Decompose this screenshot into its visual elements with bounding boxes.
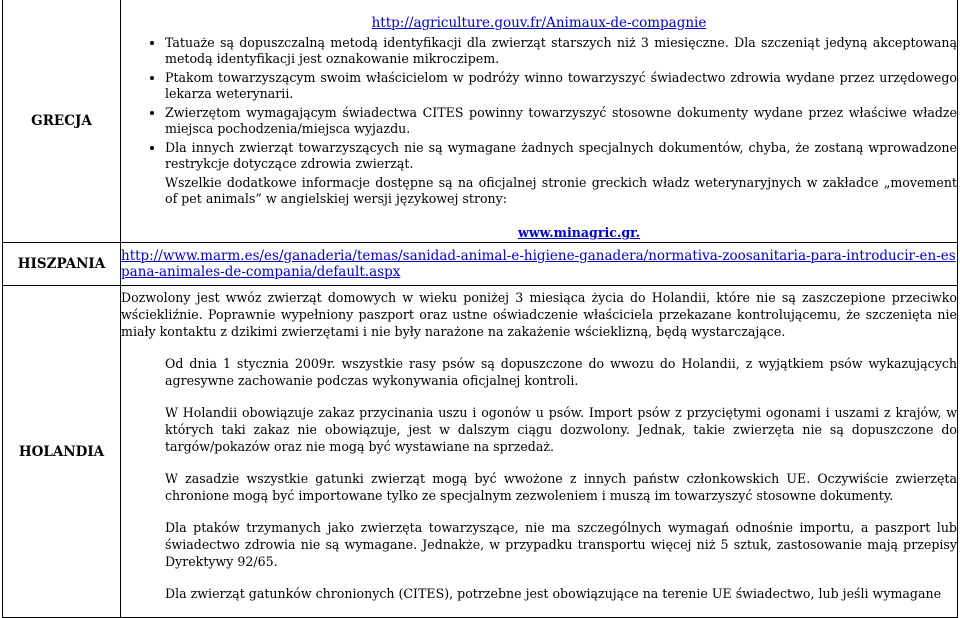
greece-paragraph: Wszelkie dodatkowe informacje dostępne są na oficjalnej stronie greckich władz weterynaryjnych w zakładce „movement of pet animals” w angielskiej wersji językowej strony: (165, 175, 957, 206)
netherlands-paragraph: Dla ptaków trzymanych jako zwierzęta towarzyszące, nie ma szczególnych wymagań odnośnie importu, a paszport lub świadectwo zdrowia nie są wymagane. Jednakże, w przypadku transportu więcej niż 5 sztuk, zastosowanie mają przepisy Dyrektywy 92/65. (165, 520, 957, 569)
link-minagric[interactable]: www.minagric.gr. (517, 225, 640, 240)
list-item: • Dla innych zwierząt towarzyszących nie są wymagane żadnych specjalnych dokumentów, chyba, że zostaną wprowadzone restrykcje dotyczące zdrowia zwierząt. (165, 140, 957, 172)
table-row-greece (3, 0, 958, 243)
netherlands-paragraph: W Holandii obowiązuje zakaz przycinania uszu i ogonów u psów. Import psów z przyciętymi ogonami i uszami z krajów, w których taki zakaz nie obowiązuje, jest w dalszym ciągu dozwolony. Jednak, takie zwierzęta nie są dopuszczone do targów/pokazów oraz nie mogą być wystawiane na sprzedaż. (165, 405, 957, 454)
greece-bullet-list (121, 35, 957, 172)
table-row-spain (3, 243, 958, 286)
content-cell-spain (121, 243, 958, 286)
country-regulations-table (2, 0, 958, 618)
netherlands-paragraph: W zasadzie wszystkie gatunki zwierząt mogą być wwożone z innych państw członkowskich UE. Oczywiście zwierzęta chronione mogą być importowane tylko ze specjalnym zezwoleniem i muszą im towarzyszyć stosowne dokumenty. (165, 471, 957, 503)
list-item: • Ptakom towarzyszącym swoim właścicielom w podróży winno towarzyszyć świadectwo zdrowia wydane przez urzędowego lekarza weterynarii. (165, 70, 957, 102)
country-cell-spain: HISZPANIA (3, 243, 121, 286)
country-cell-greece: GRECJA (3, 0, 121, 243)
content-cell-greece (121, 0, 958, 243)
country-cell-netherlands: HOLANDIA (3, 286, 121, 618)
list-item: • Zwierzętom wymagającym świadectwa CITES powinny towarzyszyć stosowne dokumenty wydane przez właściwe władze miejsca pochodzenia/miejsca wyjazdu. (165, 105, 957, 137)
link-agriculture-gouv[interactable]: http://agriculture.gouv.fr/Animaux-de-compagnie (371, 15, 707, 31)
netherlands-paragraph: Od dnia 1 stycznia 2009r. wszystkie rasy psów są dopuszczone do wwozu do Holandii, z wyjątkiem psów wykazujących agresywne zachowanie podczas wykonywania oficjalnej kontroli. (165, 356, 957, 388)
link-marm[interactable]: http://www.marm.es/es/ganaderia/temas/sanidad-animal-e-higiene-ganadera/normativa-zoosanitaria-para-introducir-en-espana-animales-de-compania/default.aspx (121, 247, 956, 280)
list-item: • Tatuaże są dopuszczalną metodą identyfikacji dla zwierząt starszych niż 3 miesięczne. Dla szczeniąt jedyną akceptowaną metodą identyfikacji jest oznakowanie mikroczipem. (165, 35, 957, 67)
netherlands-intro: Dozwolony jest wwóz zwierząt domowych w wieku poniżej 3 miesiąca życia do Holandii, które nie są zaszczepione przeciwko wściekliźnie. Poprawnie wypełniony paszport oraz ustne oświadczenie właściciela przekazane kontrolującemu, że szczenięta nie miały kontaktu z dzikimi zwierzętami i nie były narażone na zakażenie wścieklizną, będą wystarczające. (121, 290, 957, 339)
netherlands-paragraph: Dla zwierząt gatunków chronionych (CITES), potrzebne jest obowiązujące na terenie UE świadectwo, lub jeśli wymagane (165, 586, 942, 601)
